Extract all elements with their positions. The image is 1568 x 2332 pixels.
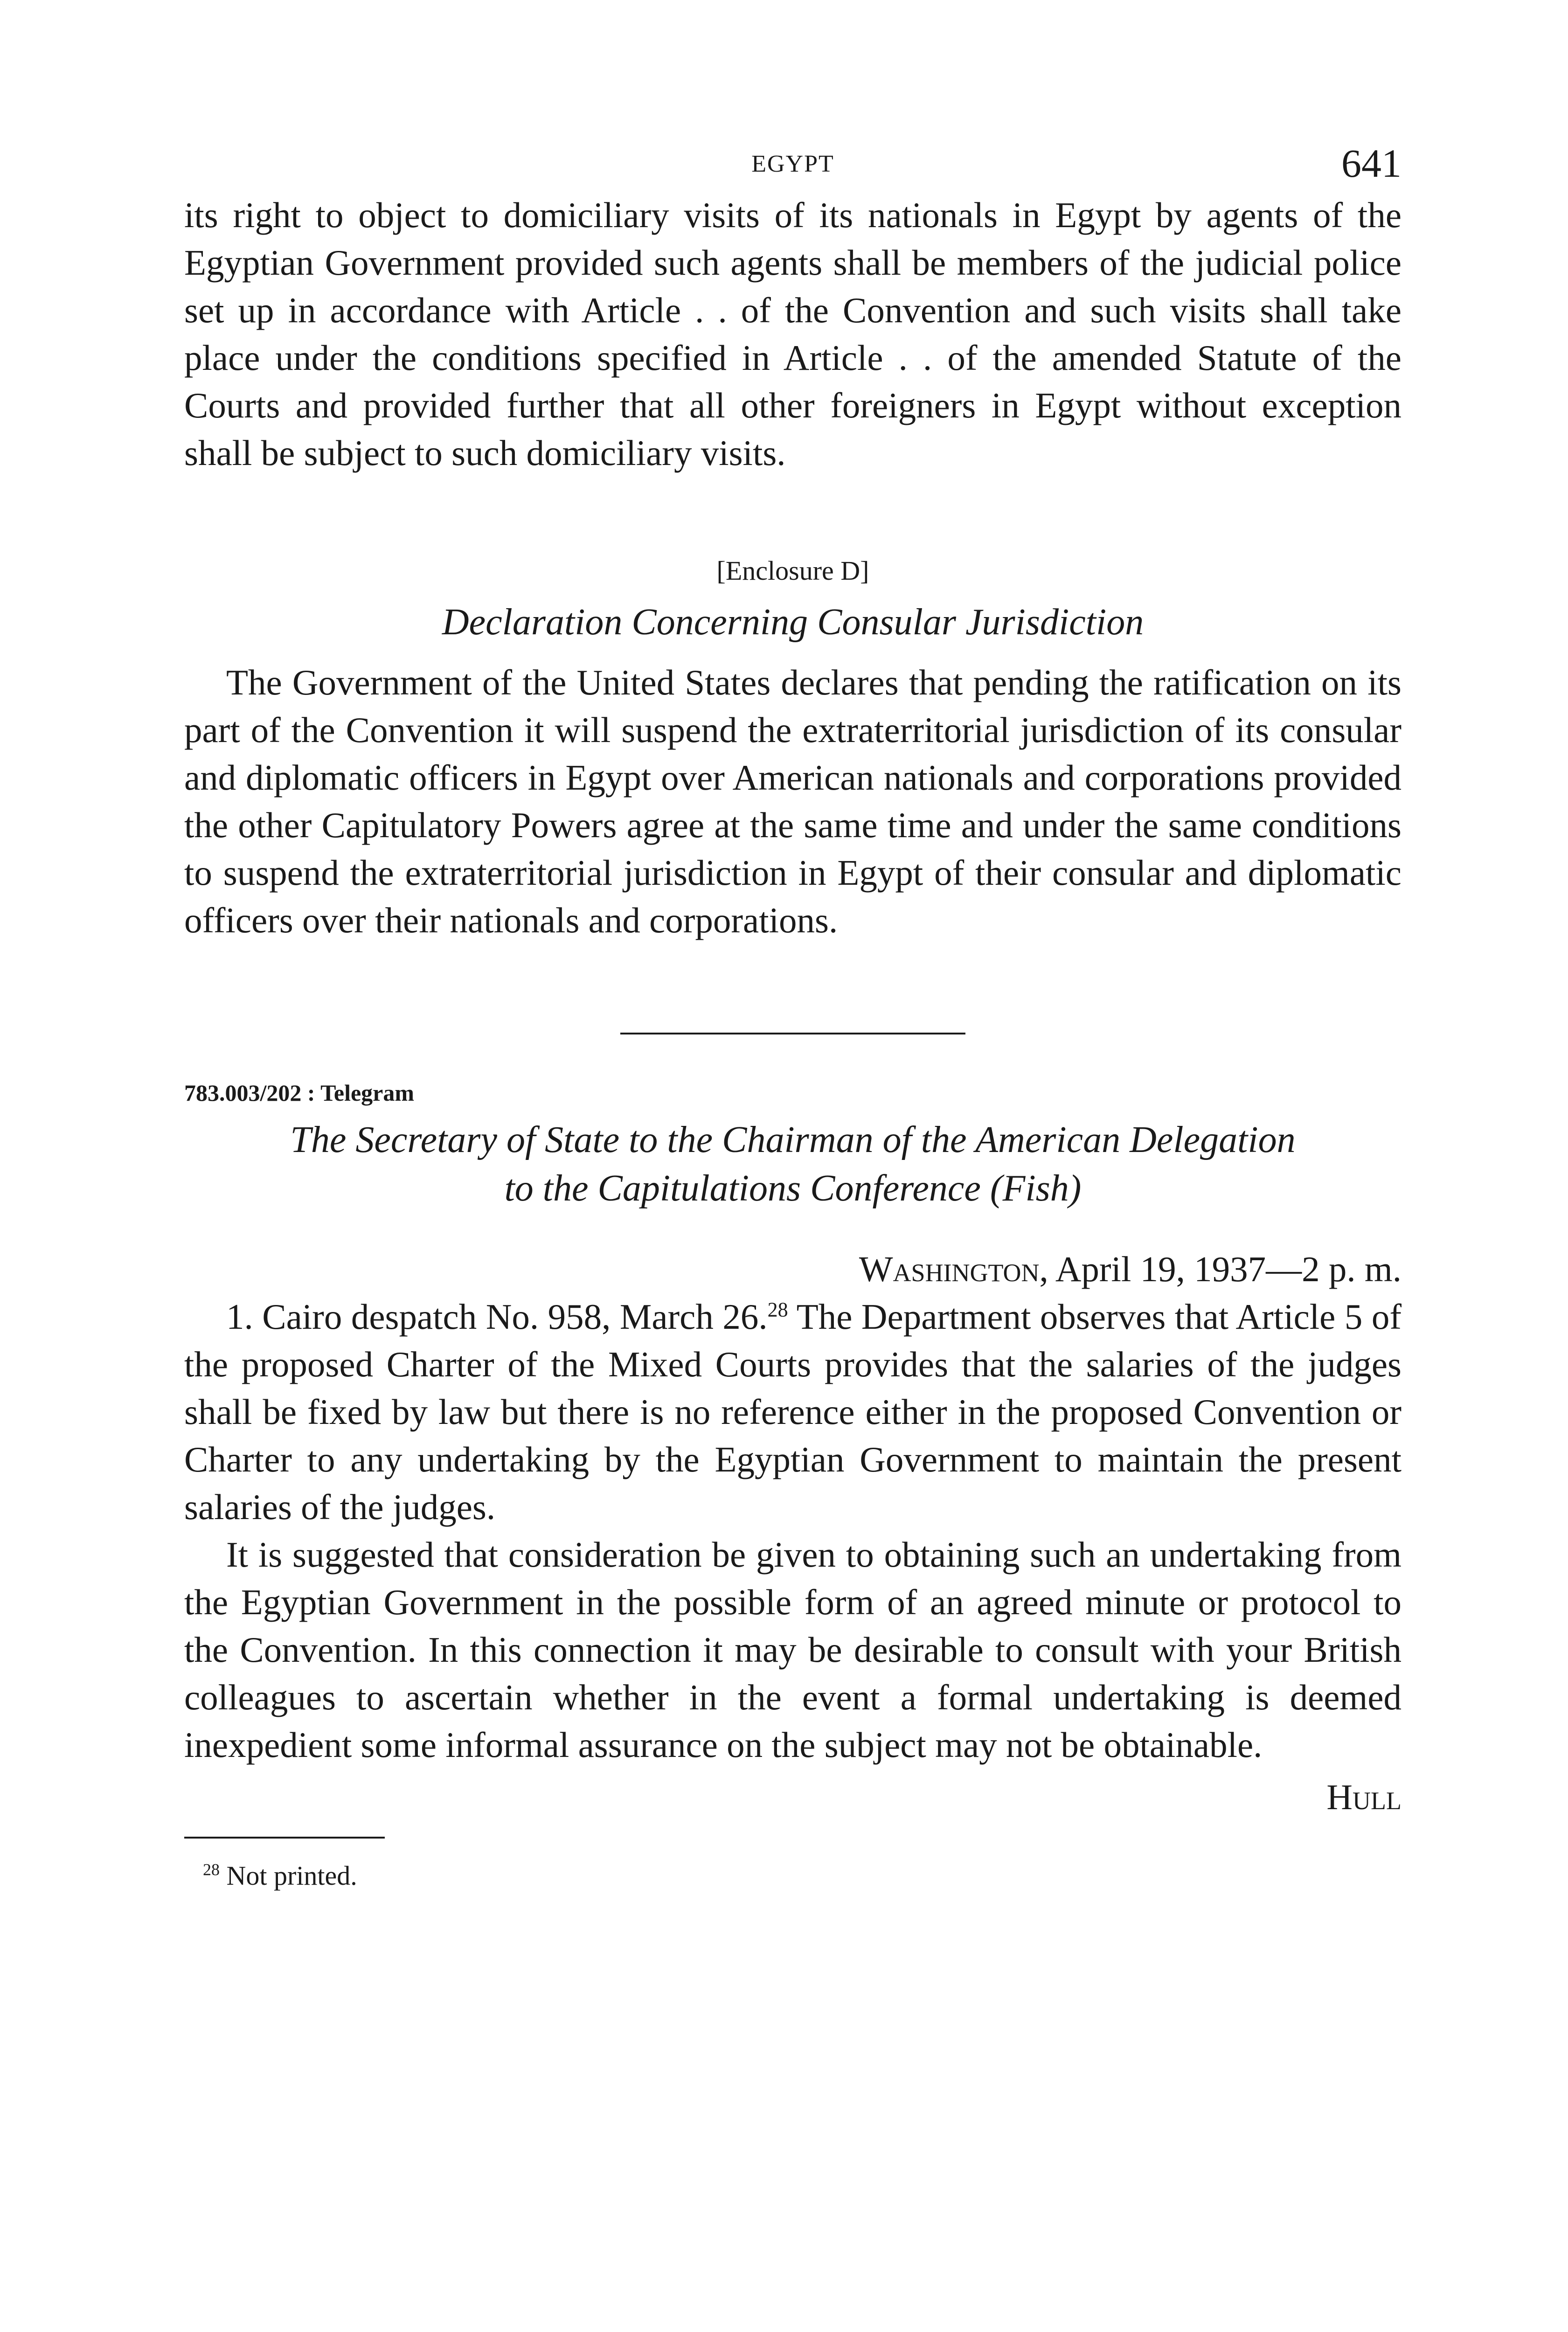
running-head-title: EGYPT [751,151,834,177]
document-page [184,140,1401,1895]
footnote-divider [184,1837,385,1839]
footnote [184,1857,1401,1895]
dateline-date: April 19, 1937—2 p. m. [1055,1249,1401,1289]
telegram-paragraph-2: It is suggested that consideration be given to obtaining such an undertaking from the Egyptian Government in the possible form of an agreed minute or protocol to the Convention. In this connection it may be desirable to consult with your British colleagues to ascertain whether in the event a formal undertaking is deemed inexpedient some informal assurance on the subject may not be obtainable. [184,1534,1401,1765]
footnote-reference: 28 [767,1298,788,1321]
enclosure-label: [Enclosure D] [716,555,869,586]
continuation-paragraph: its right to object to domiciliary visits of its nationals in Egypt by agents of the Egyptian Government provided such agents shall be members of the judicial police set up in accordance with Article . . of the Convention and such visits shall take place under the conditions specified in Article . . of the amended Statute of the Courts and provided further that all other foreigners in Egypt without exception shall be subject to such domiciliary visits. [184,195,1401,473]
dateline [184,1245,1401,1293]
telegram-paragraph-1 [184,1293,1401,1531]
page-number: 641 [1341,141,1401,186]
running-head [184,140,1401,191]
enclosure-title: Declaration Concerning Consular Jurisdiction [442,602,1144,643]
footnote-number: 28 [203,1860,220,1879]
footnote-text: Not printed. [226,1860,357,1891]
telegram-heading-line-2: to the Capitulations Conference (Fish) [504,1168,1082,1209]
enclosure-body: The Government of the United States declares that pending the ratification on its part of the Convention it will suspend the extraterritorial jurisdiction of its consular and diplomatic officers in Egypt over American nationals and corporations provided the other Capitulatory Powers agree at the same time and under the same conditions to suspend the extraterritorial jurisdiction in Egypt of their consular and diplomatic officers over their nationals and corporations. [184,662,1401,940]
paragraph-1-rest: The Department observes that Article 5 of the proposed Charter of the Mixed Courts provides that the salaries of the judges shall be fixed by law but there is no reference either in the proposed Convention or Charter to any undertaking by the Egyptian Government to maintain the present salaries of the judges. [184,1297,1401,1527]
signature: Hull [1326,1777,1401,1817]
paragraph-1-start: 1. Cairo despatch No. 958, March 26. [226,1297,768,1337]
section-divider [620,1033,965,1034]
telegram-heading-line-1: The Secretary of State to the Chairman of the American Delegation [290,1119,1296,1160]
file-number: 783.003/202 : Telegram [184,1080,415,1106]
dateline-place: Washington, [859,1249,1048,1289]
